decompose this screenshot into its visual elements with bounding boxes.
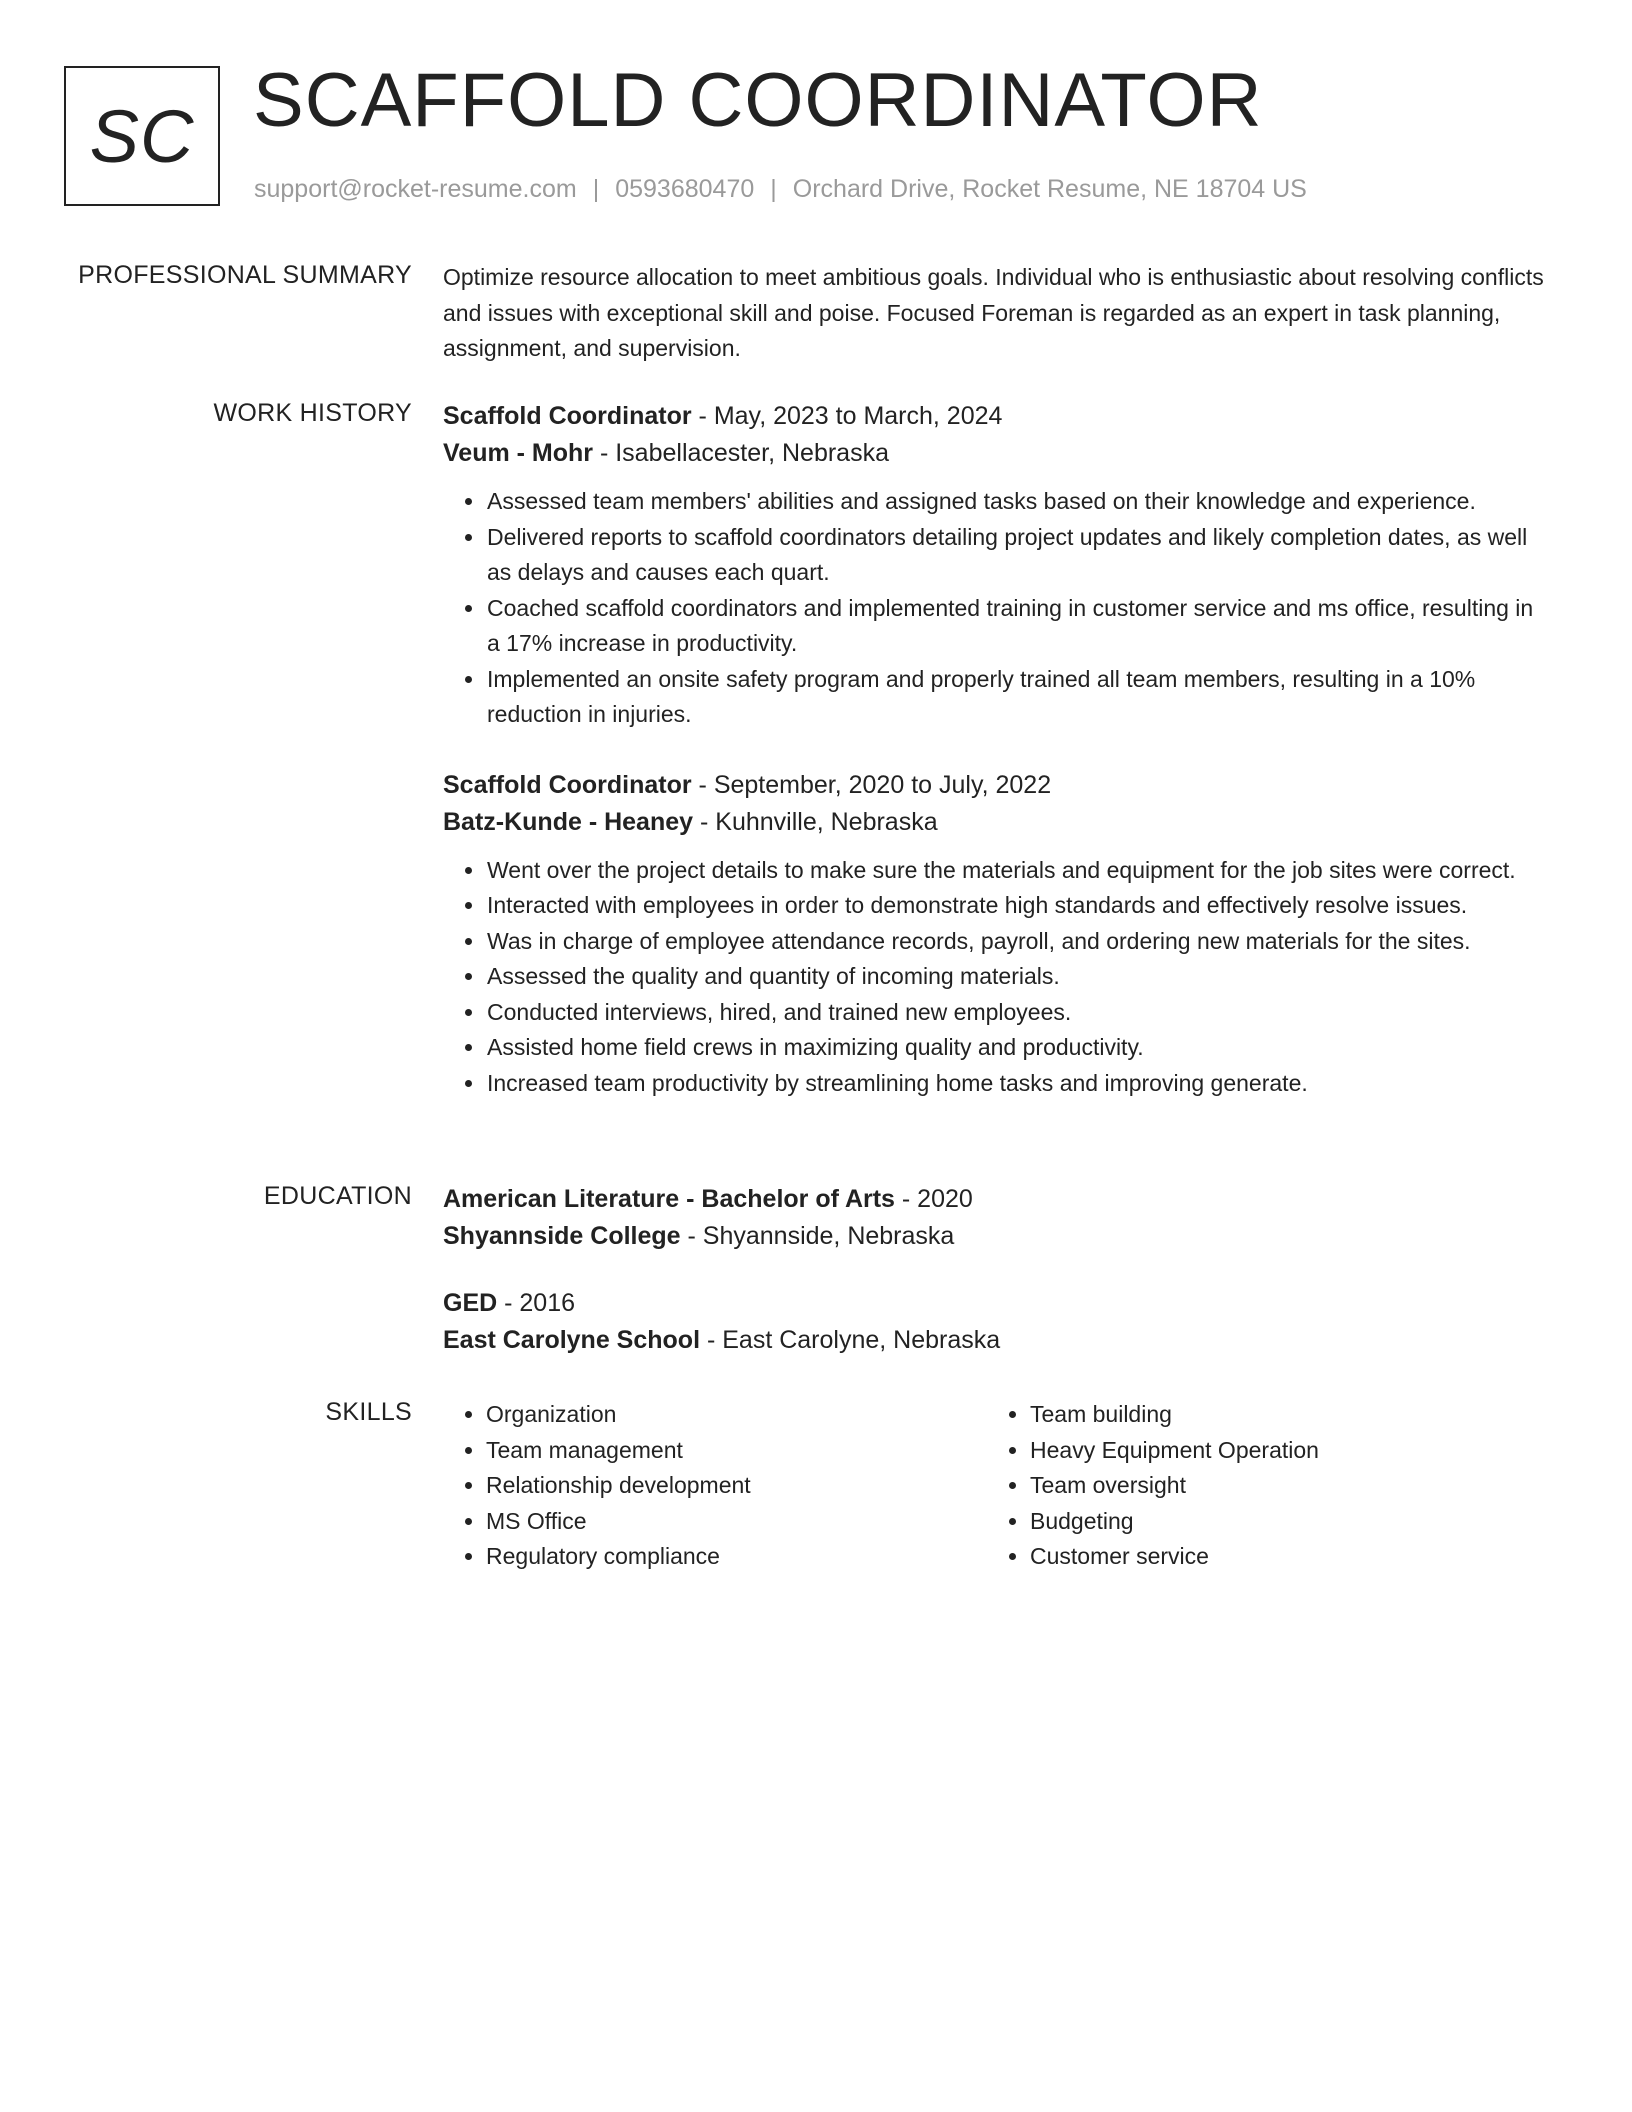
job-location: - Kuhnville, Nebraska xyxy=(693,807,938,836)
education-heading: EDUCATION xyxy=(263,1182,412,1210)
contact-phone: 0593680470 xyxy=(615,175,755,203)
education-entry xyxy=(443,1181,1548,1255)
education-location: - Shyannside, Nebraska xyxy=(680,1222,955,1250)
job-bullet: • Delivered reports to scaffold coordinators detailing project updates and likely completion dates, as well as delays and causes each quart. xyxy=(486,520,1548,591)
work-history-heading: WORK HISTORY xyxy=(213,399,412,427)
job-bullet: • Assessed team members' abilities and assigned tasks based on their knowledge and experience. xyxy=(486,484,1548,520)
job-bullet: • Went over the project details to make sure the materials and equipment for the job sites were correct. xyxy=(486,853,1548,889)
education-degree-line xyxy=(443,1285,1548,1322)
job-bullet: • Implemented an onsite safety program and properly trained all team members, resulting in a 10% reduction in injuries. xyxy=(486,662,1548,733)
summary-text: Optimize resource allocation to meet ambitious goals. Individual who is enthusiastic about resolving conflicts and issues with exceptional skill and poise. Focused Foreman is regarded as an expert in task planning, assignment, and supervision. xyxy=(443,264,1544,361)
skills-column-left xyxy=(443,1397,987,1575)
job-dates: - May, 2023 to March, 2024 xyxy=(691,402,1003,430)
education-location: - East Carolyne, Nebraska xyxy=(700,1326,1001,1354)
education-school-line xyxy=(443,1322,1548,1359)
job-bullets xyxy=(443,853,1548,1102)
monogram-box xyxy=(64,66,220,206)
job-bullet: • Conducted interviews, hired, and trained new employees. xyxy=(486,995,1548,1031)
job-dates: - September, 2020 to July, 2022 xyxy=(691,770,1052,799)
job-entry xyxy=(443,398,1548,733)
contact-line xyxy=(254,174,1307,204)
education-degree-line xyxy=(443,1181,1548,1218)
job-bullet: • Was in charge of employee attendance records, payroll, and ordering new materials for the sites. xyxy=(486,924,1548,960)
skill-item: • MS Office xyxy=(486,1504,987,1540)
job-company-line xyxy=(443,804,1548,841)
job-bullet: • Assessed the quality and quantity of incoming materials. xyxy=(486,959,1548,995)
summary-heading: PROFESSIONAL SUMMARY xyxy=(78,261,412,289)
job-company: Veum - Mohr xyxy=(443,439,594,467)
education-school: Shyannside College xyxy=(443,1222,681,1250)
education-school-line xyxy=(443,1218,1548,1255)
job-bullet: • Assisted home field crews in maximizing quality and productivity. xyxy=(486,1030,1548,1066)
skills-grid xyxy=(443,1397,1548,1575)
job-company-line xyxy=(443,435,1548,472)
skill-item: • Heavy Equipment Operation xyxy=(1030,1433,1531,1469)
contact-separator: | xyxy=(770,175,777,203)
education-entry xyxy=(443,1285,1548,1359)
education-year: - 2016 xyxy=(497,1289,576,1317)
skills-list xyxy=(987,1397,1531,1575)
skills-column-right xyxy=(987,1397,1531,1575)
job-title-line xyxy=(443,398,1548,435)
education-school: East Carolyne School xyxy=(443,1326,701,1354)
monogram-initials: SC xyxy=(89,94,195,178)
job-company: Batz-Kunde - Heaney xyxy=(443,807,694,836)
education-year: - 2020 xyxy=(894,1185,973,1213)
job-entry xyxy=(443,767,1548,1102)
skill-item: • Team management xyxy=(486,1433,987,1469)
contact-separator: | xyxy=(592,175,600,203)
job-bullet: • Increased team productivity by streamlining home tasks and improving generate. xyxy=(486,1066,1548,1102)
skill-item: • Budgeting xyxy=(1030,1504,1531,1540)
skill-item: • Customer service xyxy=(1030,1539,1531,1575)
job-title: Scaffold Coordinator xyxy=(443,402,692,430)
job-location: - Isabellacester, Nebraska xyxy=(593,439,889,467)
job-bullet: • Interacted with employees in order to demonstrate high standards and effectively resolve issues. xyxy=(486,888,1548,924)
contact-address: Orchard Drive, Rocket Resume, NE 18704 US xyxy=(792,175,1307,203)
contact-email: support@rocket-resume.com xyxy=(254,175,577,203)
education-degree: GED xyxy=(443,1289,498,1317)
education-degree: American Literature - Bachelor of Arts xyxy=(443,1185,895,1213)
job-bullets xyxy=(443,484,1548,733)
job-title-line xyxy=(443,767,1548,804)
job-bullet: • Coached scaffold coordinators and implemented training in customer service and ms office, resulting in a 17% increase in productivity. xyxy=(486,591,1548,662)
skill-item: • Team building xyxy=(1030,1397,1531,1433)
job-title: Scaffold Coordinator xyxy=(443,770,692,799)
candidate-name: SCAFFOLD COORDINATOR xyxy=(253,58,1263,143)
skill-item: • Team oversight xyxy=(1030,1468,1531,1504)
skill-item: • Regulatory compliance xyxy=(486,1539,987,1575)
skills-list xyxy=(443,1397,987,1575)
skill-item: • Organization xyxy=(486,1397,987,1433)
skills-heading: SKILLS xyxy=(325,1398,412,1426)
skill-item: • Relationship development xyxy=(486,1468,987,1504)
